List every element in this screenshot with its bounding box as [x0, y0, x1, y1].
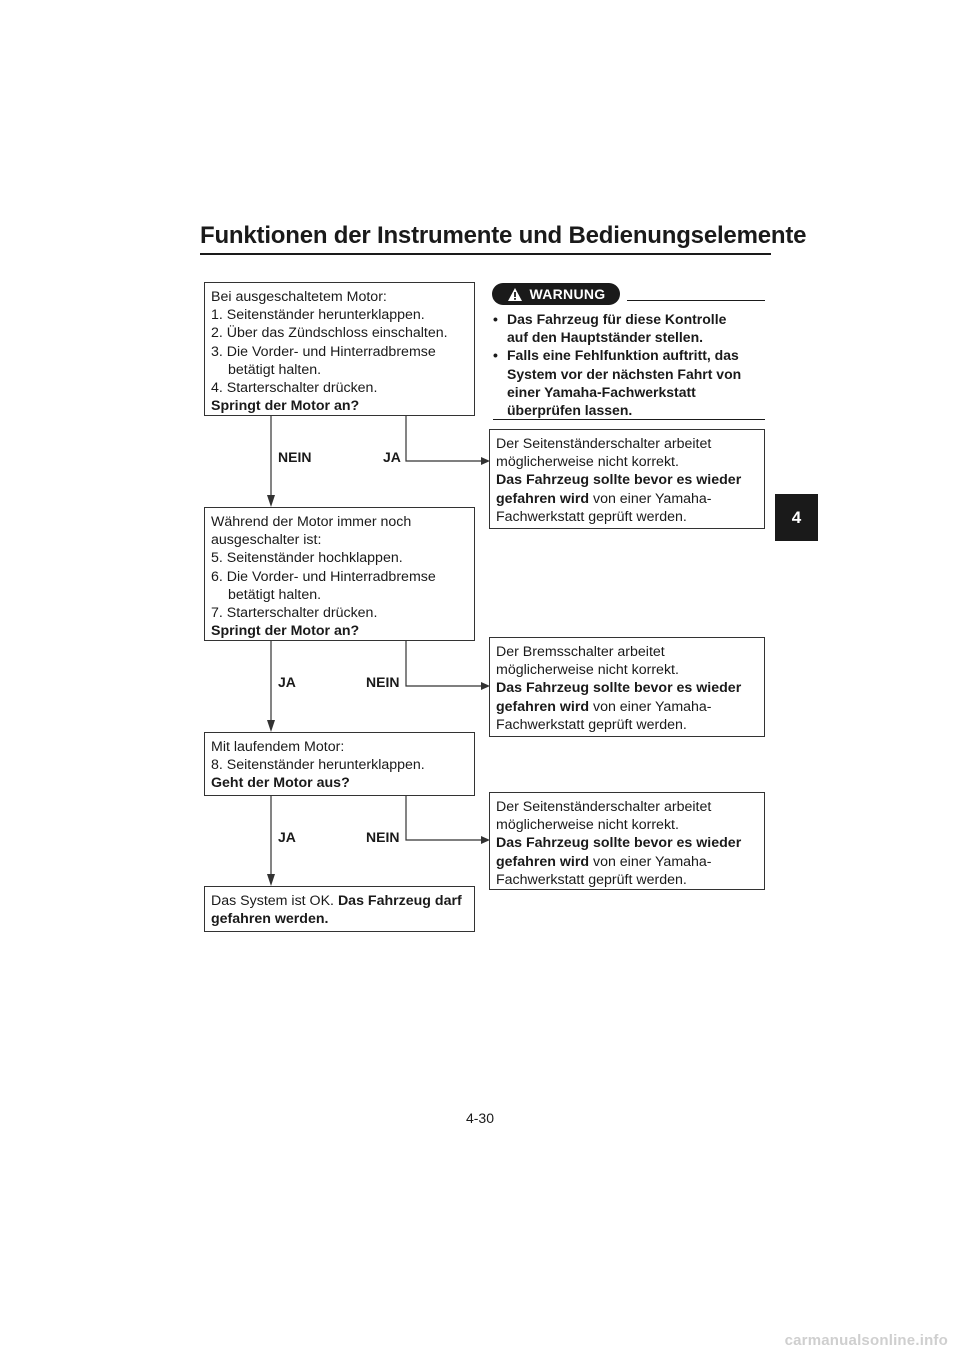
warning-line: auf den Hauptständer stellen.	[507, 329, 704, 346]
result1-bold: Das Fahrzeug sollte bevor es wieder	[496, 472, 742, 489]
connector-label-no: NEIN	[278, 449, 312, 465]
connector-line	[406, 416, 484, 461]
connector-line	[406, 641, 484, 686]
connector-line	[406, 796, 484, 840]
result1-rest: von einer Yamaha-	[589, 490, 712, 507]
page-number: 4-30	[465, 1110, 495, 1126]
step1-line: 4. Starterschalter drücken.	[211, 380, 378, 397]
warning-label: WARNUNG	[529, 286, 606, 302]
arrow-down-icon	[267, 720, 275, 732]
result2-bold: Das Fahrzeug sollte bevor es wieder	[496, 680, 742, 697]
warning-line: überprüfen lassen.	[507, 402, 633, 419]
connector-label-no: NEIN	[366, 829, 400, 845]
warning-line: Das Fahrzeug für diese Kontrolle	[507, 311, 727, 327]
step3-line: 8. Seitenständer herunterklappen.	[211, 757, 425, 774]
warning-bullet: •	[493, 311, 498, 327]
step2-line: 7. Starterschalter drücken.	[211, 605, 378, 622]
result2-line: möglicherweise nicht korrekt.	[496, 662, 679, 679]
arrow-right-icon	[481, 682, 490, 690]
arrow-down-icon	[267, 874, 275, 886]
result1-line: Der Seitenständerschalter arbeitet	[496, 436, 712, 452]
step1-line: Bei ausgeschaltetem Motor:	[211, 289, 387, 305]
result1-line: Fachwerkstatt geprüft werden.	[496, 508, 687, 525]
connector-label-yes: JA	[278, 829, 296, 845]
step2-line: 6. Die Vorder- und Hinterradbremse	[211, 568, 436, 585]
result1-line: möglicherweise nicht korrekt.	[496, 454, 679, 471]
step2-line: Während der Motor immer noch	[211, 514, 412, 530]
result3-line: möglicherweise nicht korrekt.	[496, 817, 679, 834]
step2-line: 5. Seitenständer hochklappen.	[211, 550, 403, 567]
page-title: Funktionen der Instrumente und Bedienungselemente	[200, 222, 807, 249]
arrow-down-icon	[267, 495, 275, 507]
warning-bullet: •	[493, 347, 498, 364]
result2-bold-inline: gefahren wird	[496, 698, 590, 715]
step2-line: ausgeschalter ist:	[211, 532, 322, 549]
step1-line: 1. Seitenständer herunterklappen.	[211, 307, 425, 324]
warning-line: einer Yamaha-Fachwerkstatt	[507, 383, 696, 400]
connector-label-yes: JA	[383, 449, 401, 465]
result2-line: Fachwerkstatt geprüft werden.	[496, 716, 687, 733]
chapter-tab[interactable]: 4	[775, 494, 818, 541]
result2-line: Der Bremsschalter arbeitet	[496, 644, 665, 660]
step2-line: betätigt halten.	[228, 586, 322, 603]
result3-bold-inline: gefahren wird	[496, 853, 590, 870]
result3-rest: von einer Yamaha-	[589, 853, 712, 870]
arrow-right-icon	[481, 457, 490, 465]
watermark[interactable]: carmanualsonline.info	[784, 1332, 948, 1349]
step1-question: Springt der Motor an?	[211, 398, 360, 415]
result3-bold: Das Fahrzeug sollte bevor es wieder	[496, 835, 742, 852]
result3-line: Fachwerkstatt geprüft werden.	[496, 871, 687, 888]
arrow-right-icon	[481, 836, 490, 844]
step3-question: Geht der Motor aus?	[211, 775, 350, 792]
step1-line: 3. Die Vorder- und Hinterradbremse	[211, 343, 436, 360]
warning-line: System vor der nächsten Fahrt von	[507, 365, 742, 382]
step2-question: Springt der Motor an?	[211, 623, 360, 640]
step1-line: 2. Über das Zündschloss einschalten.	[211, 325, 448, 342]
step3-line: Mit laufendem Motor:	[211, 739, 345, 755]
connector-label-no: NEIN	[366, 674, 400, 690]
result1-bold-inline: gefahren wird	[496, 490, 590, 507]
final-text: Das System ist OK.	[211, 893, 338, 909]
result2-rest: von einer Yamaha-	[589, 698, 712, 715]
step1-line: betätigt halten.	[228, 361, 322, 378]
result3-line: Der Seitenständerschalter arbeitet	[496, 799, 712, 815]
connector-label-yes: JA	[278, 674, 296, 690]
final-bold: Das Fahrzeug darf	[337, 893, 462, 909]
warning-line: Falls eine Fehlfunktion auftritt, das	[507, 347, 739, 364]
final-bold-line: gefahren werden.	[211, 911, 329, 928]
